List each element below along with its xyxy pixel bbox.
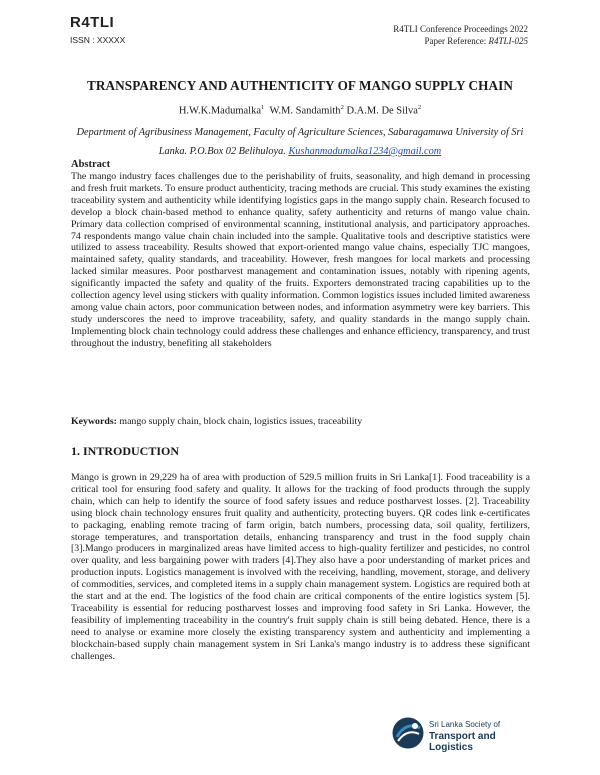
author-name: W.M. Sandamith <box>269 105 341 117</box>
society-logo-mark-icon <box>391 716 425 750</box>
author-affiliation-mark: 2 <box>340 104 344 111</box>
paper-reference-value: R4TLI-025 <box>488 36 528 46</box>
keywords-line <box>71 416 530 427</box>
conference-name: R4TLI Conference Proceedings 2022 <box>393 24 528 34</box>
society-name-line2: Transport and Logistics <box>429 731 496 753</box>
keywords-label: Keywords: <box>71 416 117 427</box>
abstract-heading: Abstract <box>71 159 111 170</box>
author-affiliation-mark: 2 <box>417 104 422 111</box>
author-name: H.W.K.Madumalka <box>178 105 261 117</box>
affiliation-text: Department of Agribusiness Management, Faculty of Agriculture Sciences, Sabaragamuwa University of Sri Lanka. P.O.Box 02 Belihuloya. <box>76 127 524 157</box>
society-name-line1: Sri Lanka Society of <box>429 720 501 729</box>
author-name: D.A.M. De Silva <box>346 105 418 117</box>
paper-title: TRANSPARENCY AND AUTHENTICITY OF MANGO SUPPLY CHAIN <box>87 78 513 93</box>
introduction-body: Mango is grown in 29,229 ha of area with production of 529.5 million fruits in Sri Lanka[1]. Food traceability is a critical tool for ensuring food safety and quality. It allows for the tracking of food products through the supply chain, which can help to identify the source of food safety issues and reduce postharvest losses. [2]. Traceability using block chain technology ensures fruit quality and authenticity, protecting buyers. QR codes link e-certificates to packaging, enabling remote tracing of farm origin, batch numbers, processing data, soil quality, fertilizers, storage temperatures, and transportation details, enhancing transparency and trust in the food supply chain [3].Mango producers in marginalized areas have limited access to high-quality fertilizer and pesticides, no control over quality, and less bargaining power with traders [4].They also have a poor understanding of market prices and production inputs. Logistics management is involved with the receiving, handling, movement, storage, and delivery of commodities, services, and completed items in a supply chain management system. Logistics are required both at the start and at the end. The logistics of the food chain are critical components of the entire logistics system [5]. Traceability is essential for reducing postharvest losses and improving food safety in Sri Lanka. However, the feasibility of implementing traceability in the country's fruit supply chain is still being debated. Hence, there is a need to analyse or examine more closely the existing transparency system and authenticity and implementing a blockchain-based supply chain management system in Sri Lanka's mango industry is to address these significant challenges. <box>71 472 530 662</box>
abstract-body: The mango industry faces challenges due to the perishability of fruits, seasonality, and high demand in processing and fresh fruit markets. To ensure product authenticity, tracing methods are crucial. This study examines the existing traceability system and authenticity while identifying logistics gaps in the mango supply chain. Research focused to develop a block chain-based method to enhance quality, safety authenticity and returns of mango value chain. Primary data collection comprised of environmental scanning, institutional analysis, and participatory approaches. 74 respondents mango value chain chain included into the sample. Qualitative tools and descriptive statistics were utilized to assess traceability. Results showed that export-oriented mango value chains, especially TJC mangoes, maintained safety, quality standards, and traceability. However, fresh mangoes for local markets and processing lacked similar measures. Poor postharvest management and contamination issues, notably with ripening agents, significantly impacted the safety and quality of the fruits. Exporters demonstrated tracing capabilities up to the collection agency level using stickers with quality information. Common logistics issues included limited awareness among value chain actors, poor communication between nodes, and information asymmetry were key barriers. This study underscores the need to improve traceability, safety, and quality standards in the mango supply chain. Implementing block chain technology could address these challenges and enhance efficiency, transparency, and trust throughout the industry, benefiting all stakeholders <box>71 171 530 349</box>
affiliation <box>70 123 530 161</box>
society-logo <box>391 716 541 752</box>
r4tli-logo: R4TLI <box>70 14 115 31</box>
paper-reference <box>425 36 528 46</box>
keywords-text: mango supply chain, block chain, logistics issues, traceability <box>119 416 363 427</box>
author-affiliation-mark: 1 <box>260 104 265 111</box>
email-link[interactable]: Kushanmadumalka1234@gmail.com <box>288 146 442 157</box>
paper-reference-label: Paper Reference: <box>424 36 487 46</box>
page-header <box>70 10 528 58</box>
author-list <box>60 104 540 117</box>
issn-label: ISSN : XXXXX <box>70 35 126 45</box>
section-heading-introduction: 1. INTRODUCTION <box>71 444 180 458</box>
